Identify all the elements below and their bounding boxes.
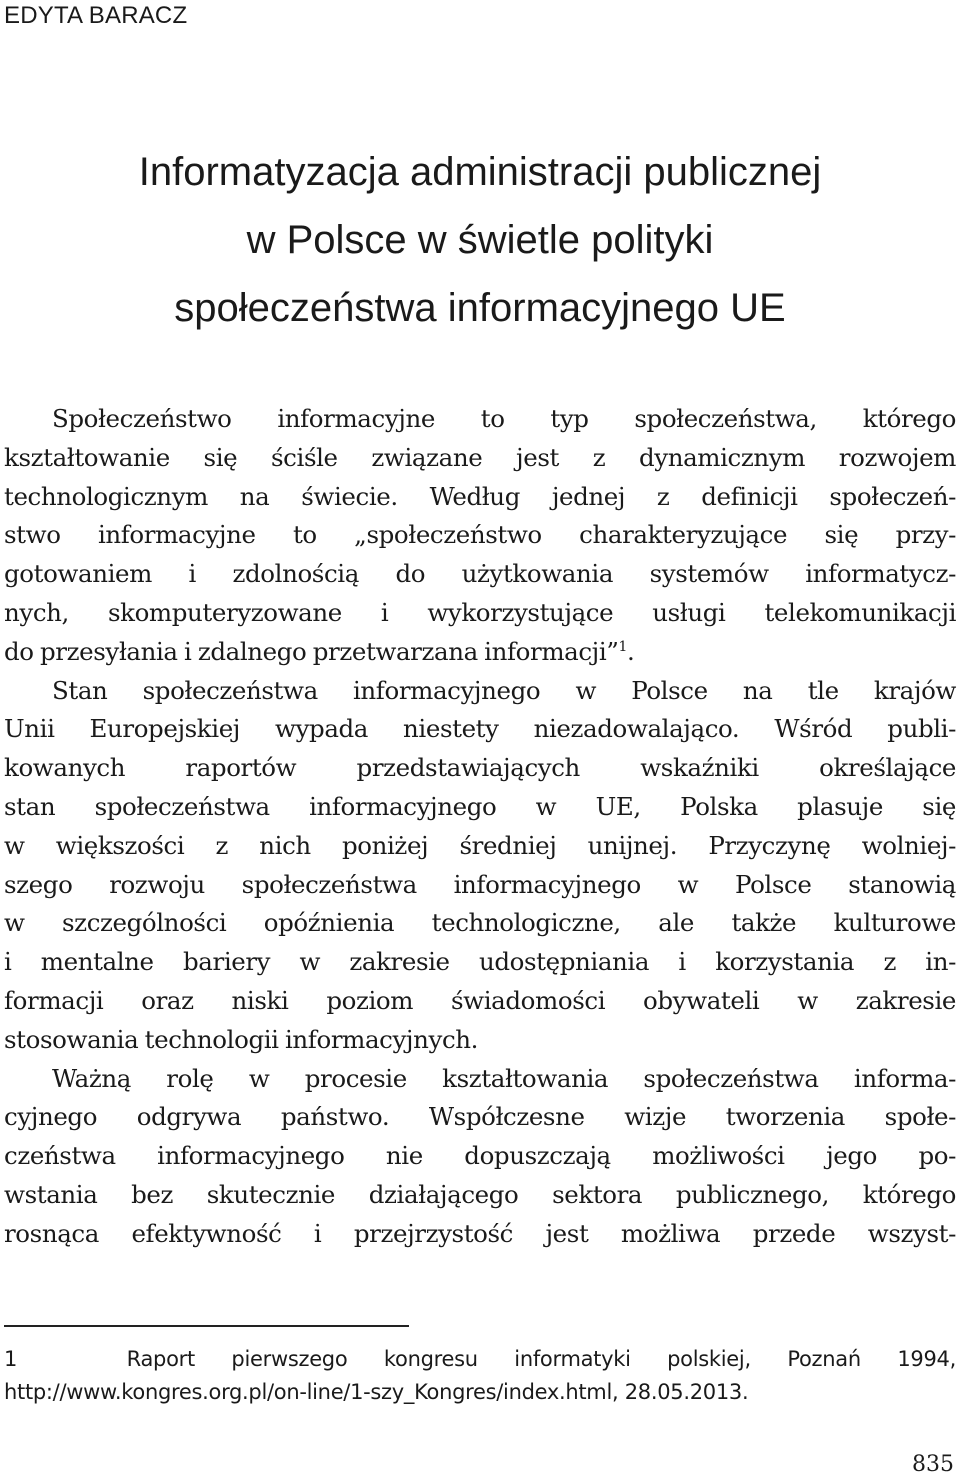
- body-line: czeństwa informacyjnego nie dopuszczają możliwości jego po-: [4, 1141, 956, 1171]
- body-line: nych, skomputeryzowane i wykorzystujące usługi telekomunikacji: [4, 597, 956, 627]
- body-line: formacji oraz niski poziom świadomości obywateli w zakresie: [4, 985, 956, 1015]
- footnote-divider: [4, 1325, 409, 1327]
- body-line-with-footnote: [4, 633, 956, 672]
- body-line: w większości z nich poniżej średniej unijnej. Przyczynę wolniej-: [4, 830, 956, 860]
- body-line: Stan społeczeństwa informacyjnego w Polsce na tle krajów: [52, 675, 956, 705]
- footnote-number: 1: [4, 1347, 18, 1371]
- footnote-reference[interactable]: 1: [618, 638, 627, 655]
- body-line: w szczególności opóźnienia technologiczne, ale także kulturowe: [4, 908, 956, 938]
- body-line: gotowaniem i zdolnością do użytkowania systemów informatycz-: [4, 559, 956, 589]
- body-line: technologicznym na świecie. Według jednej z definicji społeczeń-: [4, 481, 956, 511]
- footnote: [4, 1343, 956, 1409]
- page-number: 835: [912, 1452, 954, 1477]
- body-line-text: do przesyłania i zdalnego przetwarzana informacji”: [4, 636, 619, 666]
- body-line: stan społeczeństwa informacyjnego w UE, Polska plasuje się: [4, 791, 956, 821]
- body-line: Ważną rolę w procesie kształtowania społeczeństwa informa-: [52, 1063, 956, 1093]
- body-line: Unii Europejskiej wypada niestety niezadowalająco. Wśród publi-: [4, 714, 956, 744]
- body-line: stwo informacyjne to „społeczeństwo charakteryzujące się przy-: [4, 520, 956, 550]
- body-line: i mentalne bariery w zakresie udostępniania i korzystania z in-: [4, 947, 956, 977]
- body-line: kształtowanie się ściśle związane jest z dynamicznym rozwojem: [4, 442, 956, 472]
- body-line: cyjnego odgrywa państwo. Współczesne wizje tworzenia społe-: [4, 1102, 956, 1132]
- footnote-reference-suffix: .: [626, 636, 635, 666]
- footnote-text: Raport pierwszego kongresu informatyki polskiej, Poznań 1994,: [126, 1347, 956, 1371]
- body-line: Społeczeństwo informacyjne to typ społeczeństwa, którego: [52, 404, 956, 433]
- article-title: [0, 138, 960, 342]
- body-line: wstania bez skutecznie działającego sektora publicznego, którego: [4, 1179, 956, 1209]
- body-line: kowanych raportów przedstawiających wskaźniki określające: [4, 753, 956, 783]
- body-text: [4, 400, 956, 1254]
- title-line-1: Informatyzacja administracji publicznej: [138, 150, 822, 194]
- footnote-line-1: [4, 1343, 956, 1376]
- body-line: rosnąca efektywność i przejrzystość jest możliwa przede wszyst-: [4, 1218, 956, 1248]
- footnote-link[interactable]: http://www.kongres.org.pl/on-line/1-szy_Kongres/index.html, 28.05.2013.: [4, 1380, 749, 1404]
- title-line-2: w Polsce w świetle polityki: [246, 218, 714, 262]
- body-line: szego rozwoju społeczeństwa informacyjnego w Polsce stanowią: [4, 869, 956, 899]
- running-head-author: EDYTA BARACZ: [4, 2, 188, 29]
- title-line-3: społeczeństwa informacyjnego UE: [174, 286, 786, 330]
- body-line: stosowania technologii informacyjnych.: [4, 1024, 479, 1054]
